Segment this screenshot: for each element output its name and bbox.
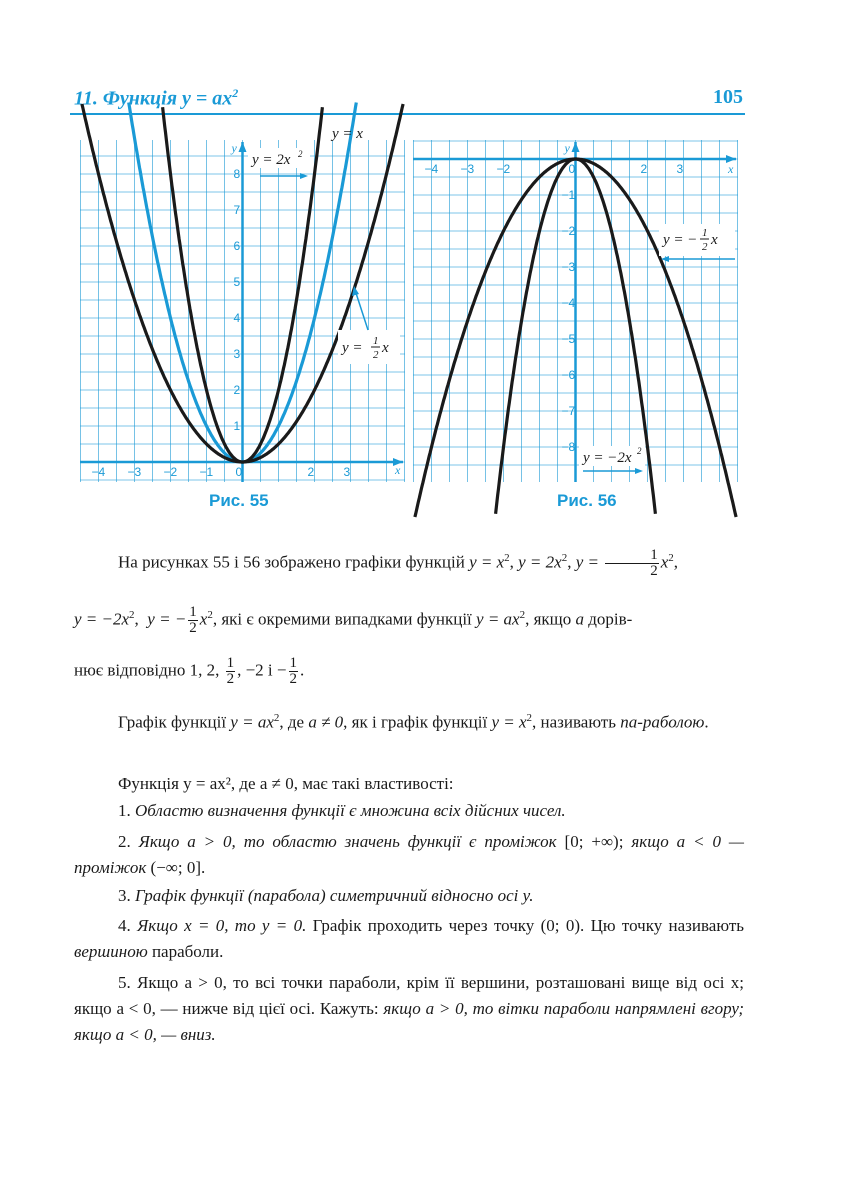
paragraph-3: Функція y = ax², де a ≠ 0, має такі властивості: — [118, 774, 454, 793]
y-tick-label: −8 — [561, 440, 576, 454]
property-2: 2. Якщо a > 0, то областю значень функції є проміжок [0; +∞); якщо a < 0 — проміжок (−∞; 0]. — [74, 832, 744, 877]
x-tick-label: 2 — [640, 162, 648, 176]
page-header — [70, 86, 745, 116]
y-axis-arrow — [572, 142, 580, 152]
section-title: 11. Функція $y = ax^2$ — [74, 86, 239, 110]
figure-56 — [413, 140, 738, 482]
page-number: 105 — [713, 86, 743, 108]
x-tick-label: −3 — [127, 465, 142, 479]
y-tick-label: 1 — [233, 419, 241, 433]
y-tick-label: −7 — [561, 404, 576, 418]
label-x2: y = x — [332, 126, 363, 142]
paragraph-1-line-3: нює відповідно 1, 2, $\frac{1}{2}$ , −2 і − $\frac{1}{2}$ . — [74, 655, 305, 687]
paragraph-1-line-2: $y = -2x^2$, y = − $\frac{1}{2}$ $x^2$, які є окремими випадками функції $y = ax^2$, якщо a дорів- — [74, 604, 633, 637]
figure-56-plot — [413, 140, 738, 482]
header-rule — [70, 113, 745, 115]
property-1: 1. Областю визначення функції є множина всіх дійсних чисел. — [118, 801, 566, 820]
x-tick-label: 3 — [676, 162, 684, 176]
label-2x2: y = 2x — [252, 152, 291, 168]
label-half-num: 1 — [373, 335, 379, 347]
y-tick-label: 7 — [233, 203, 241, 217]
y-tick-label: −1 — [561, 188, 576, 202]
x-tick-label: 2 — [307, 465, 315, 479]
label-half-x: x — [382, 340, 389, 356]
y-tick-label: 3 — [233, 347, 241, 361]
property-4: 4. Якщо x = 0, то y = 0. Графік проходить через точку (0; 0). Цю точку називають вершиною параболи. — [74, 916, 745, 961]
y-tick-label: 6 — [233, 239, 241, 253]
label-neg2x2: y = −2x — [583, 450, 632, 466]
x-tick-label: −4 — [91, 465, 106, 479]
label-half: y = — [342, 340, 363, 356]
y-tick-label: 2 — [233, 383, 241, 397]
y-tick-label: −3 — [561, 260, 576, 274]
x-axis-label: x — [728, 162, 734, 176]
label-half-arrow — [355, 290, 368, 330]
property-5: 5. Якщо a > 0, то всі точки параболи, крім її вершини, розташовані вище від осі x; якщо a < 0, — нижче від цієї осі. Кажуть: якщо a > 0, то вітки параболи напрямлені вгору; якщо a < 0, — вниз. — [74, 973, 744, 1044]
property-3: 3. Графік функції (парабола) симетричний відносно осі y. — [118, 886, 534, 905]
label-neghalf-x: x — [711, 232, 718, 248]
y-tick-label: −5 — [561, 332, 576, 346]
y-tick-label: −4 — [561, 296, 576, 310]
y-tick-label: 8 — [233, 167, 241, 181]
paragraph-1: На рисунках 55 і 56 зображено графіки функцій $y = x^2$, $y = 2x^2$, y = $\frac{1}{2}$ $x^2$, — [118, 547, 679, 580]
y-axis-arrow — [239, 142, 247, 152]
label-neg2x2-sup: 2 — [637, 446, 642, 456]
paragraph-2: Графік функції $y = ax^2$, де a ≠ 0, як і графік функції $y = x^2$, називають па-раболою. — [118, 712, 709, 732]
caption-56: Рис. 56 — [557, 491, 617, 510]
x-tick-label: −4 — [424, 162, 439, 176]
y-tick-label: −2 — [561, 224, 576, 238]
y-tick-label: 4 — [233, 311, 241, 325]
label-neghalf-den: 2 — [702, 241, 708, 253]
y-tick-label: 5 — [233, 275, 241, 289]
label-half-den: 2 — [373, 349, 379, 361]
x-tick-label: −2 — [496, 162, 511, 176]
figure-55 — [80, 126, 405, 482]
x-tick-label: −2 — [163, 465, 178, 479]
x-tick-label: 3 — [343, 465, 351, 479]
caption-55: Рис. 55 — [209, 491, 269, 510]
y-axis-label: y — [564, 141, 570, 155]
label-neghalf-num: 1 — [702, 227, 708, 239]
x-tick-label: 0 — [235, 465, 243, 479]
x-axis-label: x — [395, 463, 401, 477]
y-axis-label: y — [231, 141, 237, 155]
label-2x2-sup: 2 — [298, 149, 303, 159]
label-neghalf: y = − — [663, 232, 698, 248]
figure-55-plot — [80, 126, 405, 482]
x-tick-label: −3 — [460, 162, 475, 176]
x-tick-label: −1 — [199, 465, 214, 479]
y-tick-label: −6 — [561, 368, 576, 382]
x-tick-label: 0 — [568, 162, 576, 176]
label-neg2x2-arrowhead — [635, 468, 643, 474]
